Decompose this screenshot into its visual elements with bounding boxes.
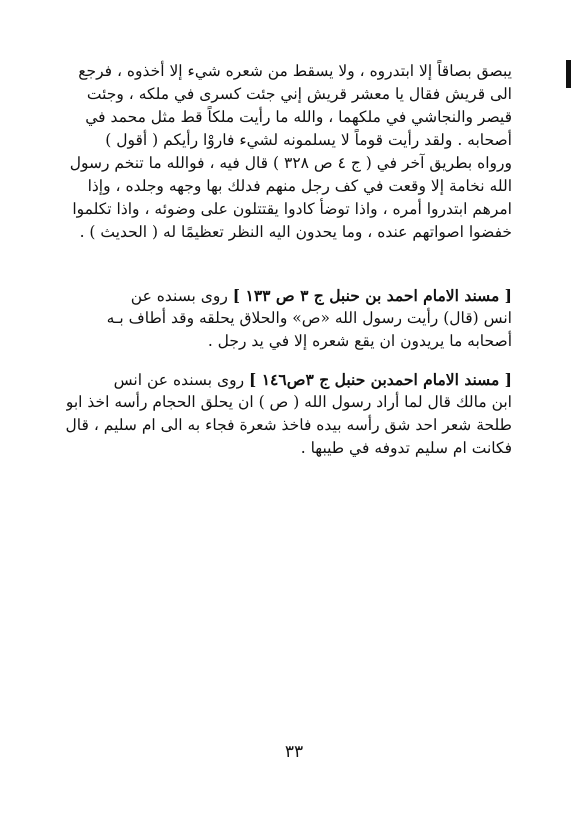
text-line: انس (قال) رأيت رسول الله «ص» والحلاق يحلقه وقد أطاف بـه bbox=[106, 309, 512, 327]
text-line: يبصق بصاقاً إلا ابتدروه ، ولا يسقط من شعره شيء إلا أخذوه ، فرجع bbox=[78, 62, 512, 80]
text-line: خفضوا اصواتهم عنده ، وما يحدون اليه النظر تعظيمًا له ( الحديث ) . bbox=[79, 223, 512, 241]
text-line: فكانت ام سليم تدوفه في طيبها . bbox=[300, 439, 512, 457]
text-line bbox=[66, 284, 512, 307]
paragraph-musnad-2 bbox=[66, 368, 512, 460]
paragraph-narration bbox=[66, 60, 512, 244]
text-line: أصحابه . ولقد رأيت قوماً لا يسلمونه لشيء فاروْا رأيكم ( أقول ) bbox=[105, 131, 512, 149]
text-line: أصحابه ما يريدون ان يقع شعره إلا في يد رجل . bbox=[207, 332, 512, 350]
text-line: ابن مالك قال لما أراد رسول الله ( ص ) ان يحلق الحجام رأسه اخذ ابو bbox=[66, 393, 512, 411]
text-line: ورواه بطريق آخر في ( ج ٤ ص ٣٢٨ ) قال فيه ، فوالله ما تنخم رسول bbox=[69, 154, 512, 172]
text-line: الى قريش فقال يا معشر قريش إني جئت كسرى في ملكه ، وجئت bbox=[86, 85, 512, 103]
text-line: امرهم ابتدروا أمره ، واذا توضأ كادوا يقتتلون على وضوئه ، واذا تكلموا bbox=[72, 200, 512, 218]
source-citation: [ مسند الامام احمد بن حنبل ج ٣ ص ١٣٣ ] bbox=[232, 286, 512, 305]
citation-continuation: روى بسنده عن انس bbox=[113, 371, 249, 389]
text-line: الله نخامة إلا وقعت في كف رجل منهم فدلك بها وجهه وجلده ، وإذا bbox=[87, 177, 512, 195]
margin-marker bbox=[566, 60, 571, 88]
source-citation: [ مسند الامام احمدبن حنبل ج ٣ص١٤٦ ] bbox=[249, 370, 512, 389]
text-line: قيصر والنجاشي في ملكهما ، والله ما رأيت ملكاً قط مثل محمد في bbox=[85, 108, 512, 126]
text-line bbox=[66, 368, 512, 391]
citation-continuation: روى بسنده عن bbox=[130, 287, 233, 305]
text-line: طلحة شعر احد شق رأسه بيده فاخذ شعرة فجاء به الى ام سليم ، قال bbox=[66, 416, 512, 434]
paragraph-musnad-1 bbox=[66, 284, 512, 353]
page-number: ٣٣ bbox=[284, 742, 304, 762]
